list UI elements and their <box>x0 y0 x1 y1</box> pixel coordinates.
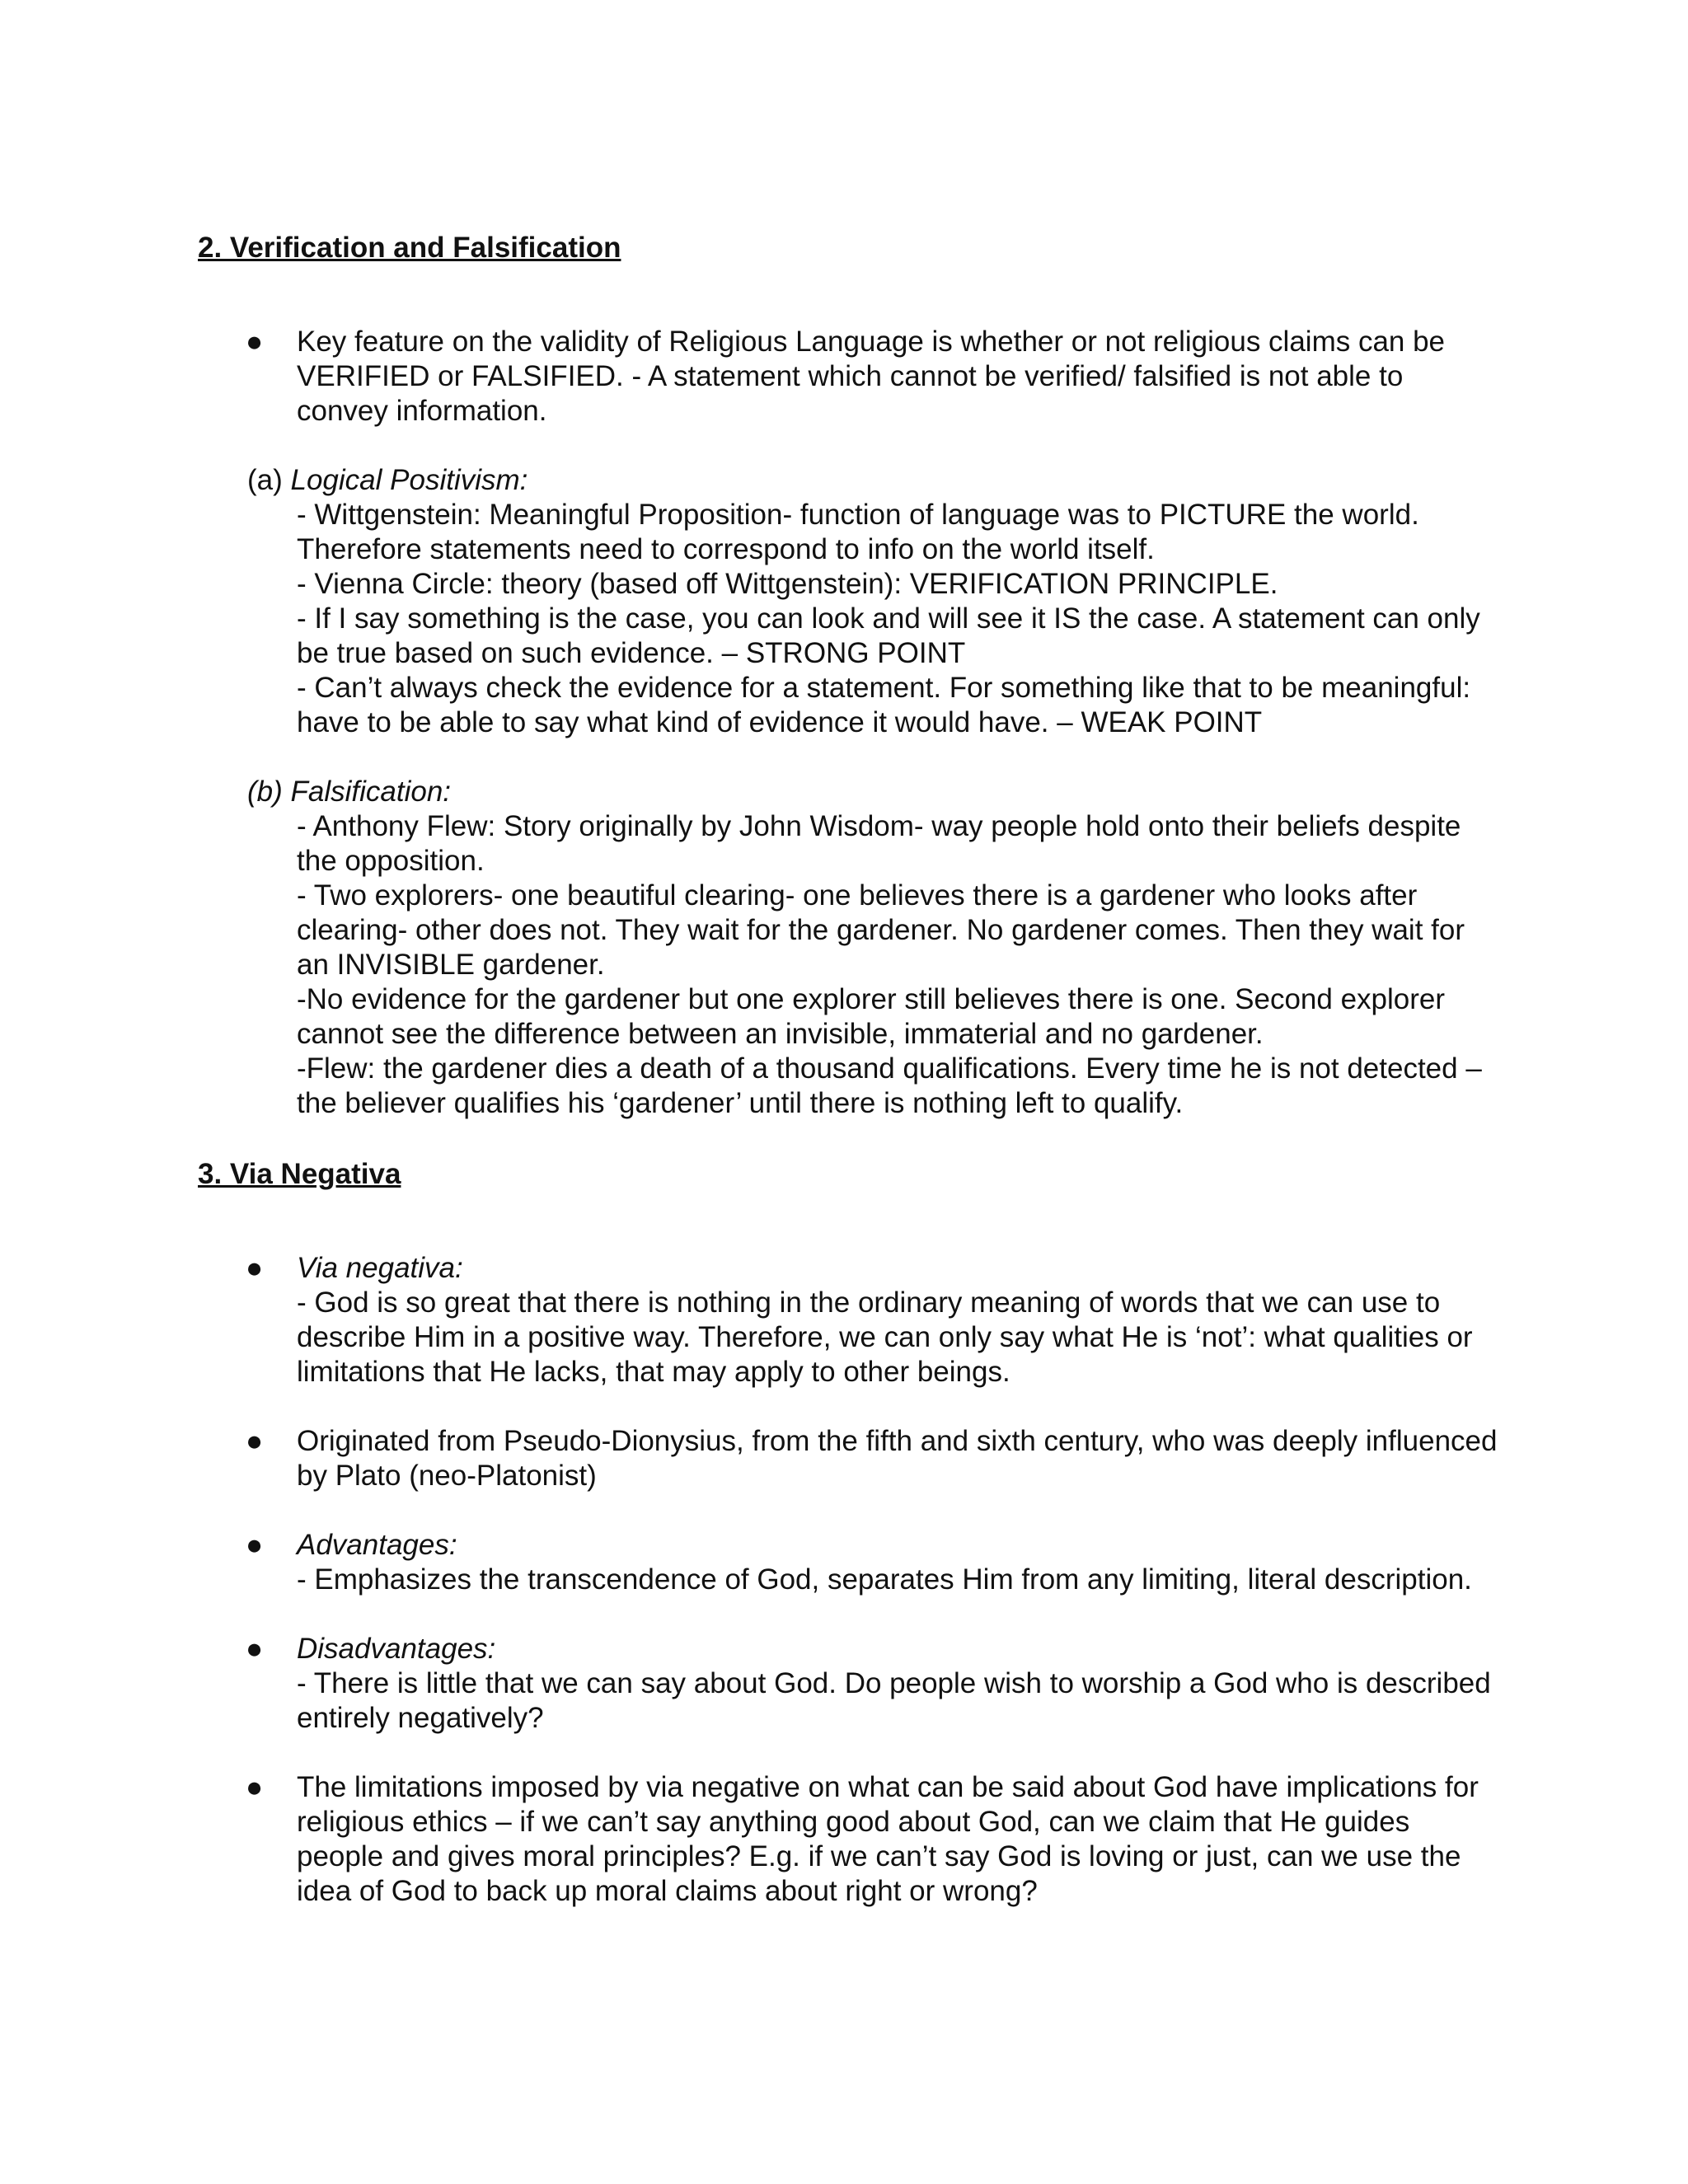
limitations-bullet <box>198 1770 1500 1909</box>
logical-positivism-line: - If I say something is the case, you can look and will see it IS the case. A statement can only be true based on such evidence. – STRONG POINT <box>297 602 1480 669</box>
falsification-body <box>198 809 1500 1121</box>
limitations-text: The limitations imposed by via negative on what can be said about God have implications for religious ethics – if we can’t say anything good about God, can we claim that He guides people and gives moral principles? E.g. if we can’t say God is loving or just, can we use the idea of God to back up moral claims about right or wrong? <box>297 1771 1479 1907</box>
document-content <box>198 231 1500 1943</box>
disadvantages-label: Disadvantages: <box>297 1633 496 1665</box>
logical-positivism-prefix: (a) <box>247 464 291 496</box>
falsification-line: - Anthony Flew: Story originally by John Wisdom- way people hold onto their beliefs despite the opposition. <box>297 810 1461 877</box>
falsification-line: -Flew: the gardener dies a death of a thousand qualifications. Every time he is not detected – the believer qualifies his ‘gardener’ until there is nothing left to qualify. <box>297 1052 1482 1119</box>
origin-text: Originated from Pseudo-Dionysius, from the fifth and sixth century, who was deeply influenced by Plato (neo-Platonist) <box>297 1425 1498 1492</box>
bullet-dot-icon: ● <box>246 1529 264 1561</box>
bullet-dot-icon: ● <box>246 326 264 358</box>
advantages-bullet <box>198 1528 1500 1597</box>
advantages-text: - Emphasizes the transcendence of God, separates Him from any limiting, literal description. <box>297 1563 1472 1596</box>
falsification-heading: (b) Falsification: <box>247 776 452 808</box>
disadvantages-bullet <box>198 1632 1500 1736</box>
bullet-dot-icon: ● <box>246 1425 264 1457</box>
bullet-dot-icon: ● <box>246 1252 264 1284</box>
logical-positivism-line: - Vienna Circle: theory (based off Wittgenstein): VERIFICATION PRINCIPLE. <box>297 568 1278 600</box>
via-negativa-text: - God is so great that there is nothing in the ordinary meaning of words that we can use to describe Him in a positive way. Therefore, we can only say what He is ‘not’: what qualities or limitations that He lacks, that may apply to other beings. <box>297 1286 1473 1388</box>
intro-bullet-text: Key feature on the validity of Religious Language is whether or not religious claims can be VERIFIED or FALSIFIED. - A statement which cannot be verified/ falsified is not able to convey information. <box>297 326 1446 427</box>
logical-positivism-heading <box>198 463 1500 498</box>
logical-positivism-body <box>198 498 1500 740</box>
logical-positivism-line: - Wittgenstein: Meaningful Proposition- function of language was to PICTURE the world. Therefore statements need to correspond to info on the world itself. <box>297 499 1419 565</box>
via-negativa-bullet <box>198 1251 1500 1390</box>
logical-positivism-line: - Can’t always check the evidence for a statement. For something like that to be meaningful: have to be able to say what kind of evidence it would have. – WEAK POINT <box>297 672 1471 738</box>
logical-positivism-label: Logical Positivism: <box>290 464 528 496</box>
origin-bullet <box>198 1424 1500 1493</box>
section-3-heading: 3. Via Negativa <box>198 1158 401 1190</box>
bullet-dot-icon: ● <box>246 1771 264 1803</box>
via-negativa-label: Via negativa: <box>297 1252 463 1284</box>
intro-bullet <box>198 325 1500 429</box>
falsification-line: - Two explorers- one beautiful clearing- one believes there is a gardener who looks after clearing- other does not. They wait for the gardener. No gardener comes. Then they wait for an INVISIBLE gardener. <box>297 879 1465 981</box>
disadvantages-text: - There is little that we can say about God. Do people wish to worship a God who is described entirely negatively? <box>297 1667 1491 1734</box>
section-2-heading: 2. Verification and Falsification <box>198 232 621 264</box>
bullet-dot-icon: ● <box>246 1633 264 1665</box>
advantages-label: Advantages: <box>297 1529 457 1561</box>
falsification-line: -No evidence for the gardener but one explorer still believes there is one. Second explorer cannot see the difference between an invisible, immaterial and no gardener. <box>297 983 1446 1050</box>
